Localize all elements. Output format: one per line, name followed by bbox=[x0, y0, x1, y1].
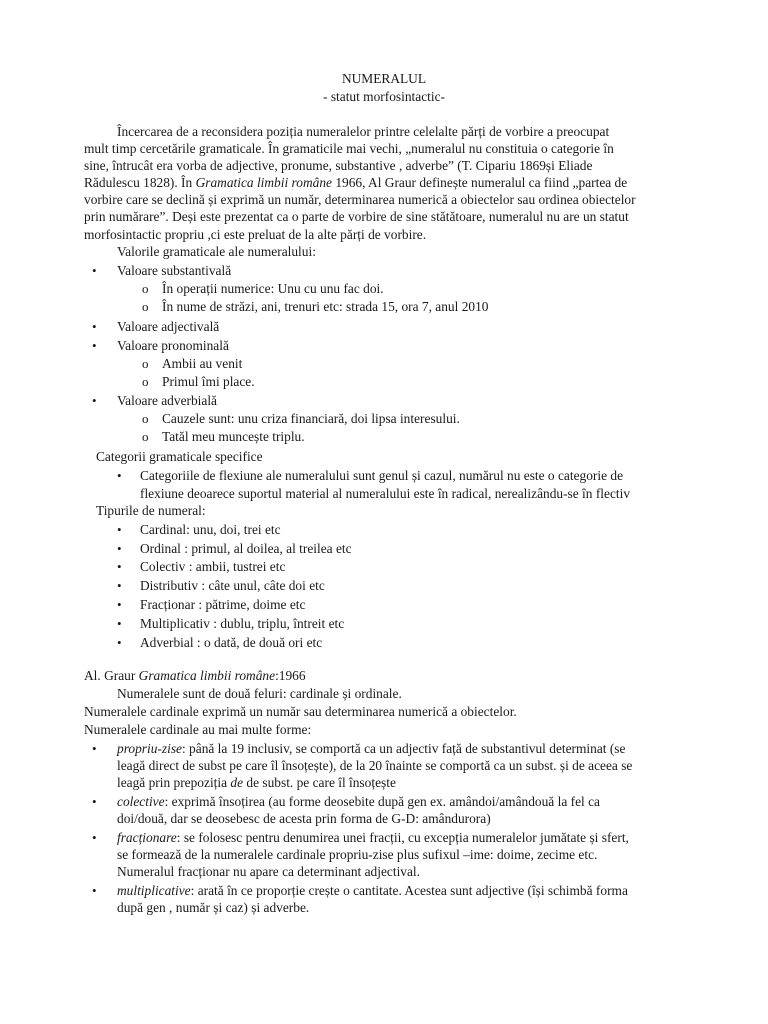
list-item-continuation: doi/două, dar se deosebesc de acesta prin forma de G-D: amândurora) bbox=[117, 811, 491, 826]
list-item-continuation: leagă direct de subst pe care îl însoțește), de la 20 înainte se comportă ca un subst. și de aceea se bbox=[117, 758, 633, 773]
page-subtitle: - statut morfosintactic- bbox=[323, 89, 445, 104]
types-heading: Tipurile de numeral: bbox=[96, 503, 206, 518]
list-item: propriu-zise: până la 19 inclusiv, se comportă ca un adjectiv față de substantivul determinat (se bbox=[117, 741, 626, 756]
paragraph-line: Numeralele sunt de două feluri: cardinale și ordinale. bbox=[117, 686, 402, 701]
list-item-continuation: după gen , număr și caz) și adverbe. bbox=[117, 900, 310, 915]
list-item: Adverbial : o dată, de două ori etc bbox=[140, 635, 323, 650]
intro-line: mult timp cercetările gramaticale. În gramaticile mai vechi, „numeralul nu constituia o categorie în bbox=[84, 141, 614, 156]
bullet-icon: • bbox=[92, 883, 97, 898]
bullet-icon: • bbox=[117, 541, 122, 556]
paragraph-line: Numeralele cardinale exprimă un număr sau determinarea numerică a obiectelor. bbox=[84, 704, 517, 719]
values-heading: Valorile gramaticale ale numeralului: bbox=[117, 244, 316, 259]
bullet-icon: • bbox=[92, 263, 97, 278]
sub-list-item: În nume de străzi, ani, trenuri etc: strada 15, ora 7, anul 2010 bbox=[162, 299, 489, 314]
list-item: Distributiv : câte unul, câte doi etc bbox=[140, 578, 325, 593]
bullet-icon: • bbox=[92, 319, 97, 334]
list-item: Categoriile de flexiune ale numeralului sunt genul și cazul, numărul nu este o categorie de bbox=[140, 468, 624, 483]
list-item: Valoare adverbială bbox=[117, 393, 217, 408]
hollow-bullet-icon: o bbox=[142, 356, 149, 371]
sub-list-item: În operații numerice: Unu cu unu fac doi. bbox=[162, 281, 384, 296]
sub-list-item: Primul îmi place. bbox=[162, 374, 255, 389]
list-item: Fracționar : pătrime, doime etc bbox=[140, 597, 306, 612]
bullet-icon: • bbox=[117, 616, 122, 631]
list-item-continuation: se formează de la numeralele cardinale propriu-zise plus sufixul –ime: doime, zecime etc. bbox=[117, 847, 598, 862]
bullet-icon: • bbox=[92, 338, 97, 353]
bullet-icon: • bbox=[117, 578, 122, 593]
sub-list-item: Ambii au venit bbox=[162, 356, 243, 371]
list-item: Valoare pronominală bbox=[117, 338, 229, 353]
sub-list-item: Cauzele sunt: unu criza financiară, doi lipsa interesului. bbox=[162, 411, 460, 426]
intro-line: vorbire care se declină și exprimă un număr, determinarea numerică a obiectelor sau ordinea obiectelor bbox=[84, 192, 636, 207]
categories-heading: Categorii gramaticale specifice bbox=[96, 449, 263, 464]
bullet-icon: • bbox=[117, 635, 122, 650]
bullet-icon: • bbox=[92, 393, 97, 408]
list-item: Colectiv : ambii, tustrei etc bbox=[140, 559, 286, 574]
list-item-continuation: flexiune deoarece suportul material al numeralului este în radical, nerealizându-se în flectiv bbox=[140, 486, 631, 501]
hollow-bullet-icon: o bbox=[142, 429, 149, 444]
hollow-bullet-icon: o bbox=[142, 281, 149, 296]
intro-line: prin numărare”. Deși este prezentat ca o parte de vorbire de sine stătătoare, numeralul nu are un statut bbox=[84, 209, 629, 224]
paragraph-line: Numeralele cardinale au mai multe forme: bbox=[84, 722, 312, 737]
list-item-continuation: Numeralul fracționar nu apare ca determinant adjectival. bbox=[117, 864, 420, 879]
intro-line: sine, întrucât era vorba de adjective, pronume, substantive , adverbe” (T. Cipariu 1869și Eliade bbox=[84, 158, 593, 173]
bullet-icon: • bbox=[117, 597, 122, 612]
list-item: Multiplicativ : dublu, triplu, întreit etc bbox=[140, 616, 345, 631]
bullet-icon: • bbox=[92, 741, 97, 756]
list-item: Ordinal : primul, al doilea, al treilea etc bbox=[140, 541, 352, 556]
bullet-icon: • bbox=[117, 559, 122, 574]
bullet-icon: • bbox=[92, 794, 97, 809]
list-item: multiplicative: arată în ce proporție crește o cantitate. Acestea sunt adjective (își schimbă forma bbox=[117, 883, 628, 898]
sub-list-item: Tatăl meu muncește triplu. bbox=[162, 429, 305, 444]
hollow-bullet-icon: o bbox=[142, 299, 149, 314]
intro-line: Încercarea de a reconsidera poziția numeralelor printre celelalte părți de vorbire a preocupat bbox=[117, 124, 610, 139]
list-item: Cardinal: unu, doi, trei etc bbox=[140, 522, 281, 537]
book-title: Gramatica limbii române bbox=[195, 175, 332, 190]
page-title: NUMERALUL bbox=[341, 71, 427, 86]
bullet-icon: • bbox=[117, 522, 122, 537]
hollow-bullet-icon: o bbox=[142, 374, 149, 389]
list-item: colective: exprimă însoțirea (au forme deosebite după gen ex. amândoi/amândouă la fel ca bbox=[117, 794, 600, 809]
list-item-continuation: leagă prin prepoziția de de subst. pe care îl însoțește bbox=[117, 775, 396, 790]
bullet-icon: • bbox=[92, 830, 97, 845]
list-item: Valoare adjectivală bbox=[117, 319, 220, 334]
hollow-bullet-icon: o bbox=[142, 411, 149, 426]
book-title: Gramatica limbii române bbox=[138, 668, 276, 683]
list-item: Valoare substantivală bbox=[117, 263, 232, 278]
list-item: fracționare: se folosesc pentru denumirea unei fracții, cu excepția numeralelor jumătate și sfert, bbox=[117, 830, 629, 845]
bullet-icon: • bbox=[117, 468, 122, 483]
intro-line: Rădulescu 1828). În Gramatica limbii române 1966, Al Graur definește numeralul ca fiind „partea de bbox=[84, 175, 628, 190]
intro-line: morfosintactic propriu ,ci este preluat de la alte părți de vorbire. bbox=[84, 227, 427, 242]
source-citation: Al. Graur Gramatica limbii române:1966 bbox=[84, 668, 306, 683]
